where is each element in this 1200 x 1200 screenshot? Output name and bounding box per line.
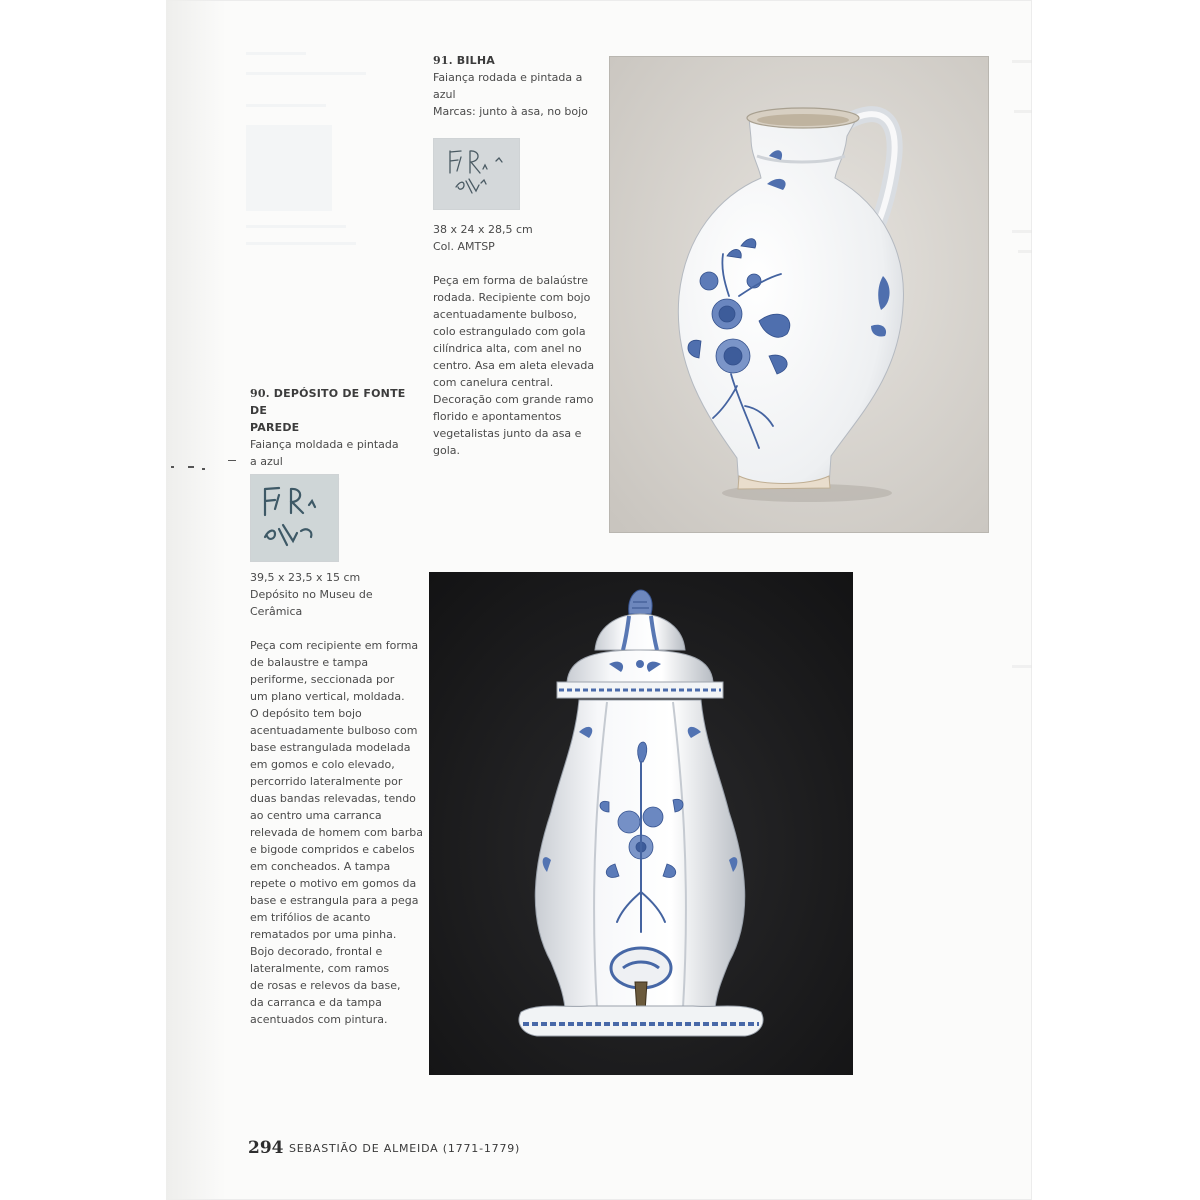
item-90-description-line: O depósito tem bojo <box>250 707 362 720</box>
running-title: SEBASTIÃO DE ALMEIDA (1771-1779) <box>289 1142 521 1155</box>
item-91-description <box>433 272 603 459</box>
item-90-description-line: Bojo decorado, frontal e <box>250 945 383 958</box>
item-91-technique-line: Faiança rodada e pintada a <box>433 71 583 84</box>
item-90-title-line: PAREDE <box>250 421 300 434</box>
show-through-ghost-right <box>1010 60 1032 700</box>
item-90-description-line: de balaustre e tampa <box>250 656 369 669</box>
item-90-technique-line: Faiança moldada e pintada <box>250 438 399 451</box>
item-90-location-line: Cerâmica <box>250 605 303 618</box>
item-90-description-line: rematados por uma pinha. <box>250 928 397 941</box>
item-91-number: 91. <box>433 54 453 67</box>
item-90-location-line: Depósito no Museu de <box>250 588 373 601</box>
potter-mark-FR-icon <box>251 475 338 561</box>
item-90-description-line: um plano vertical, moldada. <box>250 690 405 703</box>
item-90-description-line: relevada de homem com barba <box>250 826 423 839</box>
item-90-description <box>250 637 423 1028</box>
item-90-description-line: periforme, seccionada por <box>250 673 395 686</box>
ink-speck <box>171 466 174 468</box>
item-90-description-line: percorrido lateralmente por <box>250 775 403 788</box>
item-91-description-line: Decoração com grande ramo <box>433 393 594 406</box>
item-91-heading <box>433 52 583 69</box>
faience-fountain-photo <box>429 572 853 1075</box>
potter-mark-FR-icon <box>434 139 519 209</box>
item-90-description-line: ao centro uma carranca <box>250 809 382 822</box>
item-91-marks: Marcas: junto à asa, no bojo <box>433 105 588 118</box>
show-through-ghost <box>246 40 396 270</box>
page-number: 294 <box>248 1138 284 1158</box>
item-90-description-line: acentuadamente bulboso com <box>250 724 418 737</box>
item-90-description-line: repete o motivo em gomos da <box>250 877 417 890</box>
item-90-description-line: em concheados. A tampa <box>250 860 391 873</box>
item-90-description-line: lateralmente, com ramos <box>250 962 390 975</box>
item-91-description-line: com canelura central. <box>433 376 554 389</box>
item-90-description-line: em gomos e colo elevado, <box>250 758 395 771</box>
item-91-dimensions: 38 x 24 x 28,5 cm <box>433 223 533 236</box>
item-90-heading <box>250 385 410 419</box>
item-91-description-line: centro. Asa em aleta elevada <box>433 359 595 372</box>
item-91-description-line: florido e apontamentos <box>433 410 562 423</box>
item-90-caption <box>250 385 410 487</box>
jug-illustration <box>609 56 989 533</box>
page-gutter-shadow <box>166 0 226 1200</box>
item-90-description-line: em trifólios de acanto <box>250 911 371 924</box>
item-90-description-line: Peça com recipiente em forma <box>250 639 419 652</box>
faience-jug-photo <box>609 56 989 533</box>
item-90-description-line: duas bandas relevadas, tendo <box>250 792 416 805</box>
item-91-potter-mark-image <box>433 138 520 210</box>
item-91-collection: Col. AMTSP <box>433 240 495 253</box>
item-90-description-line: da carranca e da tampa <box>250 996 382 1009</box>
item-91-details <box>433 221 593 255</box>
item-90-dimensions: 39,5 x 23,5 x 15 cm <box>250 571 361 584</box>
item-90-description-line: base estrangulada modelada <box>250 741 411 754</box>
fountain-illustration <box>429 572 853 1075</box>
item-91-description-line: Peça em forma de balaústre <box>433 274 588 287</box>
item-90-description-line: base e estrangula para a pega <box>250 894 419 907</box>
item-90-potter-mark-image <box>250 474 339 562</box>
item-91-technique-line: azul <box>433 88 456 101</box>
item-90-description-line: de rosas e relevos da base, <box>250 979 401 992</box>
ink-speck <box>202 468 205 470</box>
item-90-number: 90. <box>250 387 270 400</box>
item-91-description-line: acentuadamente bulboso, <box>433 308 577 321</box>
item-90-technique-line: a azul <box>250 455 283 468</box>
item-90-description-line: acentuados com pintura. <box>250 1013 388 1026</box>
item-91-description-line: gola. <box>433 444 461 457</box>
ink-speck <box>188 466 194 468</box>
item-90-title-line: DEPÓSITO DE FONTE DE <box>250 387 406 417</box>
item-91-description-line: colo estrangulado com gola <box>433 325 586 338</box>
item-91-description-line: cilíndrica alta, com anel no <box>433 342 582 355</box>
item-91-title: BILHA <box>456 54 495 67</box>
item-91-description-line: rodada. Recipiente com bojo <box>433 291 591 304</box>
item-90-details <box>250 569 410 620</box>
item-90-description-line: e bigode compridos e cabelos <box>250 843 415 856</box>
item-91-caption <box>433 52 588 120</box>
item-91-description-line: vegetalistas junto da asa e <box>433 427 582 440</box>
ink-speck <box>228 460 236 461</box>
